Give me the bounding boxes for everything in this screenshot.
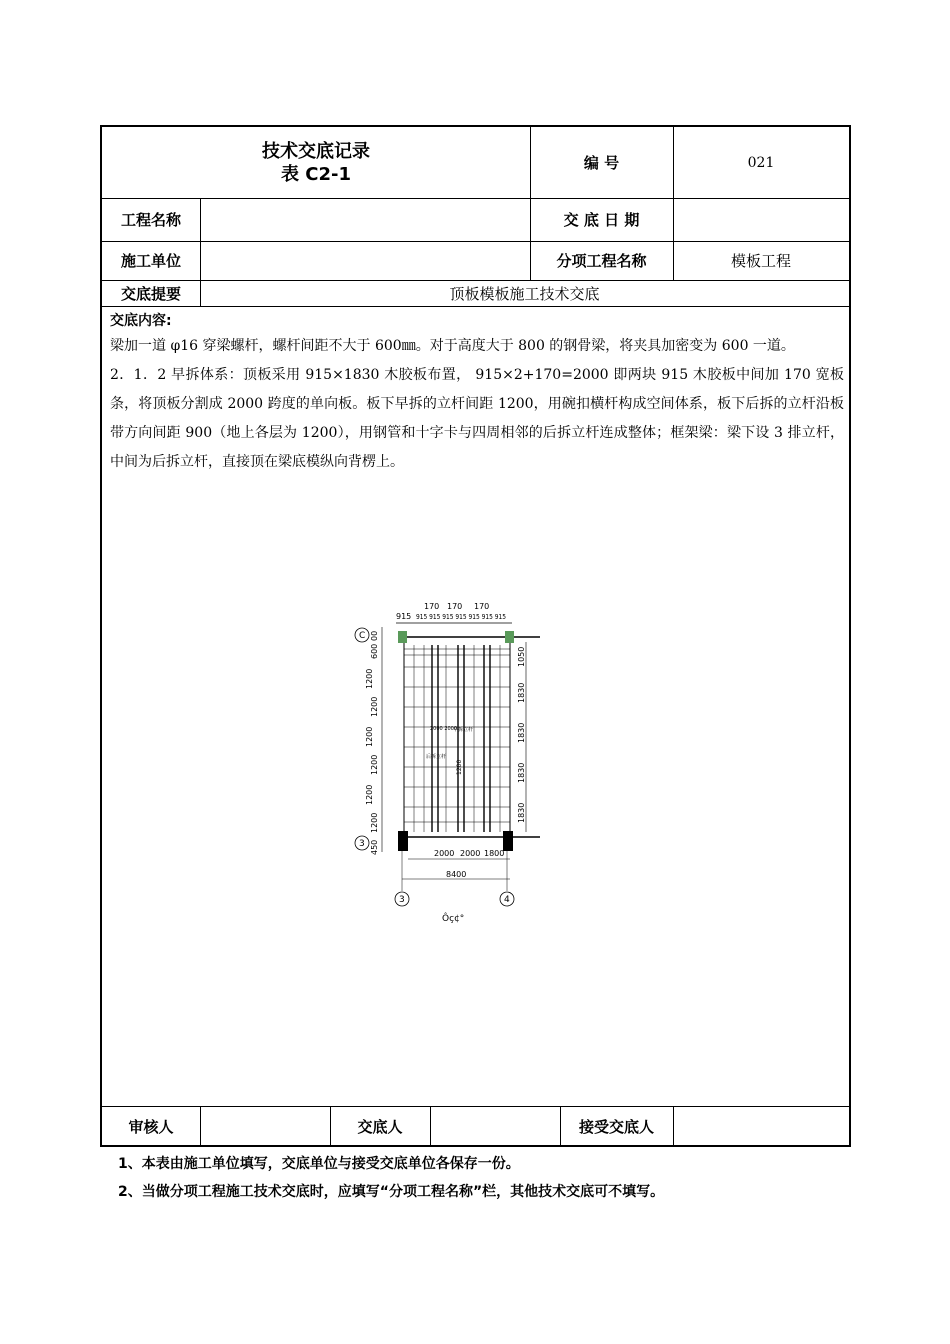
inner-label: 2000 2000 (430, 726, 458, 732)
column-marker (505, 631, 514, 643)
column-marker (398, 831, 408, 851)
summary-field[interactable]: 顶板模板施工技术交底 (449, 284, 600, 303)
bottom-dim: 2000 (434, 849, 455, 858)
top-dim-lower: 915 (396, 612, 412, 621)
axis-label-3-left: 3 (359, 839, 365, 849)
drawing-caption: Ôç¢° (442, 914, 465, 924)
right-dim: 1830 (517, 802, 526, 823)
note-line: 1、本表由施工单位填写，交底单位与接受交底单位各保存一份。 (118, 1156, 520, 1172)
disclosure-form (100, 125, 851, 1147)
bottom-dim: 2000 (460, 849, 481, 858)
number-label: 编 号 (583, 154, 620, 172)
left-dim: 1200 (370, 812, 379, 833)
top-dim-upper: 170 (474, 602, 490, 611)
bottom-dim: 1800 (484, 849, 505, 858)
sub-project-field[interactable]: 模板工程 (730, 252, 791, 270)
disclosure-date-label: 交 底 日 期 (563, 211, 640, 229)
form-notes (118, 1150, 664, 1206)
left-dim: 1200 (370, 754, 379, 775)
construction-unit-field[interactable] (200, 241, 530, 280)
project-name-field[interactable] (200, 198, 530, 241)
number-value[interactable]: 021 (747, 154, 775, 171)
right-dim: 1830 (517, 722, 526, 743)
note-line: 2、当做分项工程施工技术交底时，应填写“分项工程名称”栏，其他技术交底可不填写。 (118, 1184, 665, 1200)
right-dim: 1050 (517, 646, 526, 667)
top-dim-lower: 915 915 915 915 915 915 915 (416, 613, 506, 621)
left-dim: 1200 (365, 726, 374, 747)
formwork-layout-drawing (350, 597, 560, 937)
right-dim: 1830 (517, 682, 526, 703)
content-heading: 交底内容: (110, 313, 172, 329)
form-code: 表 C2-1 (281, 163, 351, 185)
inner-label: 早拆立杆 (453, 727, 474, 733)
top-dim-upper: 170 (424, 602, 440, 611)
receiver-label: 接受交底人 (578, 1118, 654, 1136)
axis-label-c: C (359, 631, 366, 641)
disclosure-content (110, 312, 844, 477)
form-title: 技术交底记录 (262, 140, 370, 162)
left-dim: 450 (370, 839, 379, 855)
reviewer-field[interactable] (200, 1106, 330, 1147)
axis-label-3: 3 (399, 895, 405, 905)
row-divider (102, 306, 849, 307)
right-dim: 1830 (517, 762, 526, 783)
reviewer-label: 审核人 (128, 1118, 174, 1136)
left-dim: 600 (370, 643, 379, 659)
total-dim: 8400 (446, 870, 467, 879)
project-name-label: 工程名称 (120, 211, 181, 229)
column-marker (503, 831, 513, 851)
axis-label-4: 4 (504, 895, 510, 905)
discloser-field[interactable] (430, 1106, 560, 1147)
left-dim: 1200 (370, 696, 379, 717)
disclosure-date-field[interactable] (673, 198, 849, 241)
content-paragraph: 2．1．2 早拆体系：顶板采用 915×1830 木胶板布置， 915×2+170=2000 即两块 915 木胶板中间加 170 宽板条，将顶板分割成 2000 跨度的单向板。板下早拆的立杆间距 1200，用碗扣横杆构成空间体系，板下后拆的立杆沿板带方向间距 900（地上各层为 1200），用钢管和十字卡与四周相邻的后拆立杆连成整体；框架梁：梁下设 3 排立杆，中间为后拆立杆，直接顶在梁底模纵向背楞上。 (110, 367, 844, 470)
form-title-block (102, 127, 530, 198)
sub-project-label: 分项工程名称 (556, 252, 647, 270)
left-dim: 1200 (365, 784, 374, 805)
inner-label: 后拆立杆 (426, 754, 447, 760)
left-dim: 1200 (365, 668, 374, 689)
top-dim-upper: 170 (447, 602, 463, 611)
content-paragraph: 梁加一道 φ16 穿梁螺杆，螺杆间距不大于 600㎜。对于高度大于 800 的钢骨梁，将夹具加密变为 600 一道。 (110, 338, 795, 354)
column-marker (398, 631, 407, 643)
construction-unit-label: 施工单位 (120, 252, 181, 270)
inner-label: 1200 (456, 759, 463, 775)
receiver-field[interactable] (673, 1106, 849, 1147)
summary-label: 交底提要 (120, 284, 181, 303)
discloser-label: 交底人 (357, 1118, 403, 1136)
left-dim: 00 (370, 630, 379, 641)
